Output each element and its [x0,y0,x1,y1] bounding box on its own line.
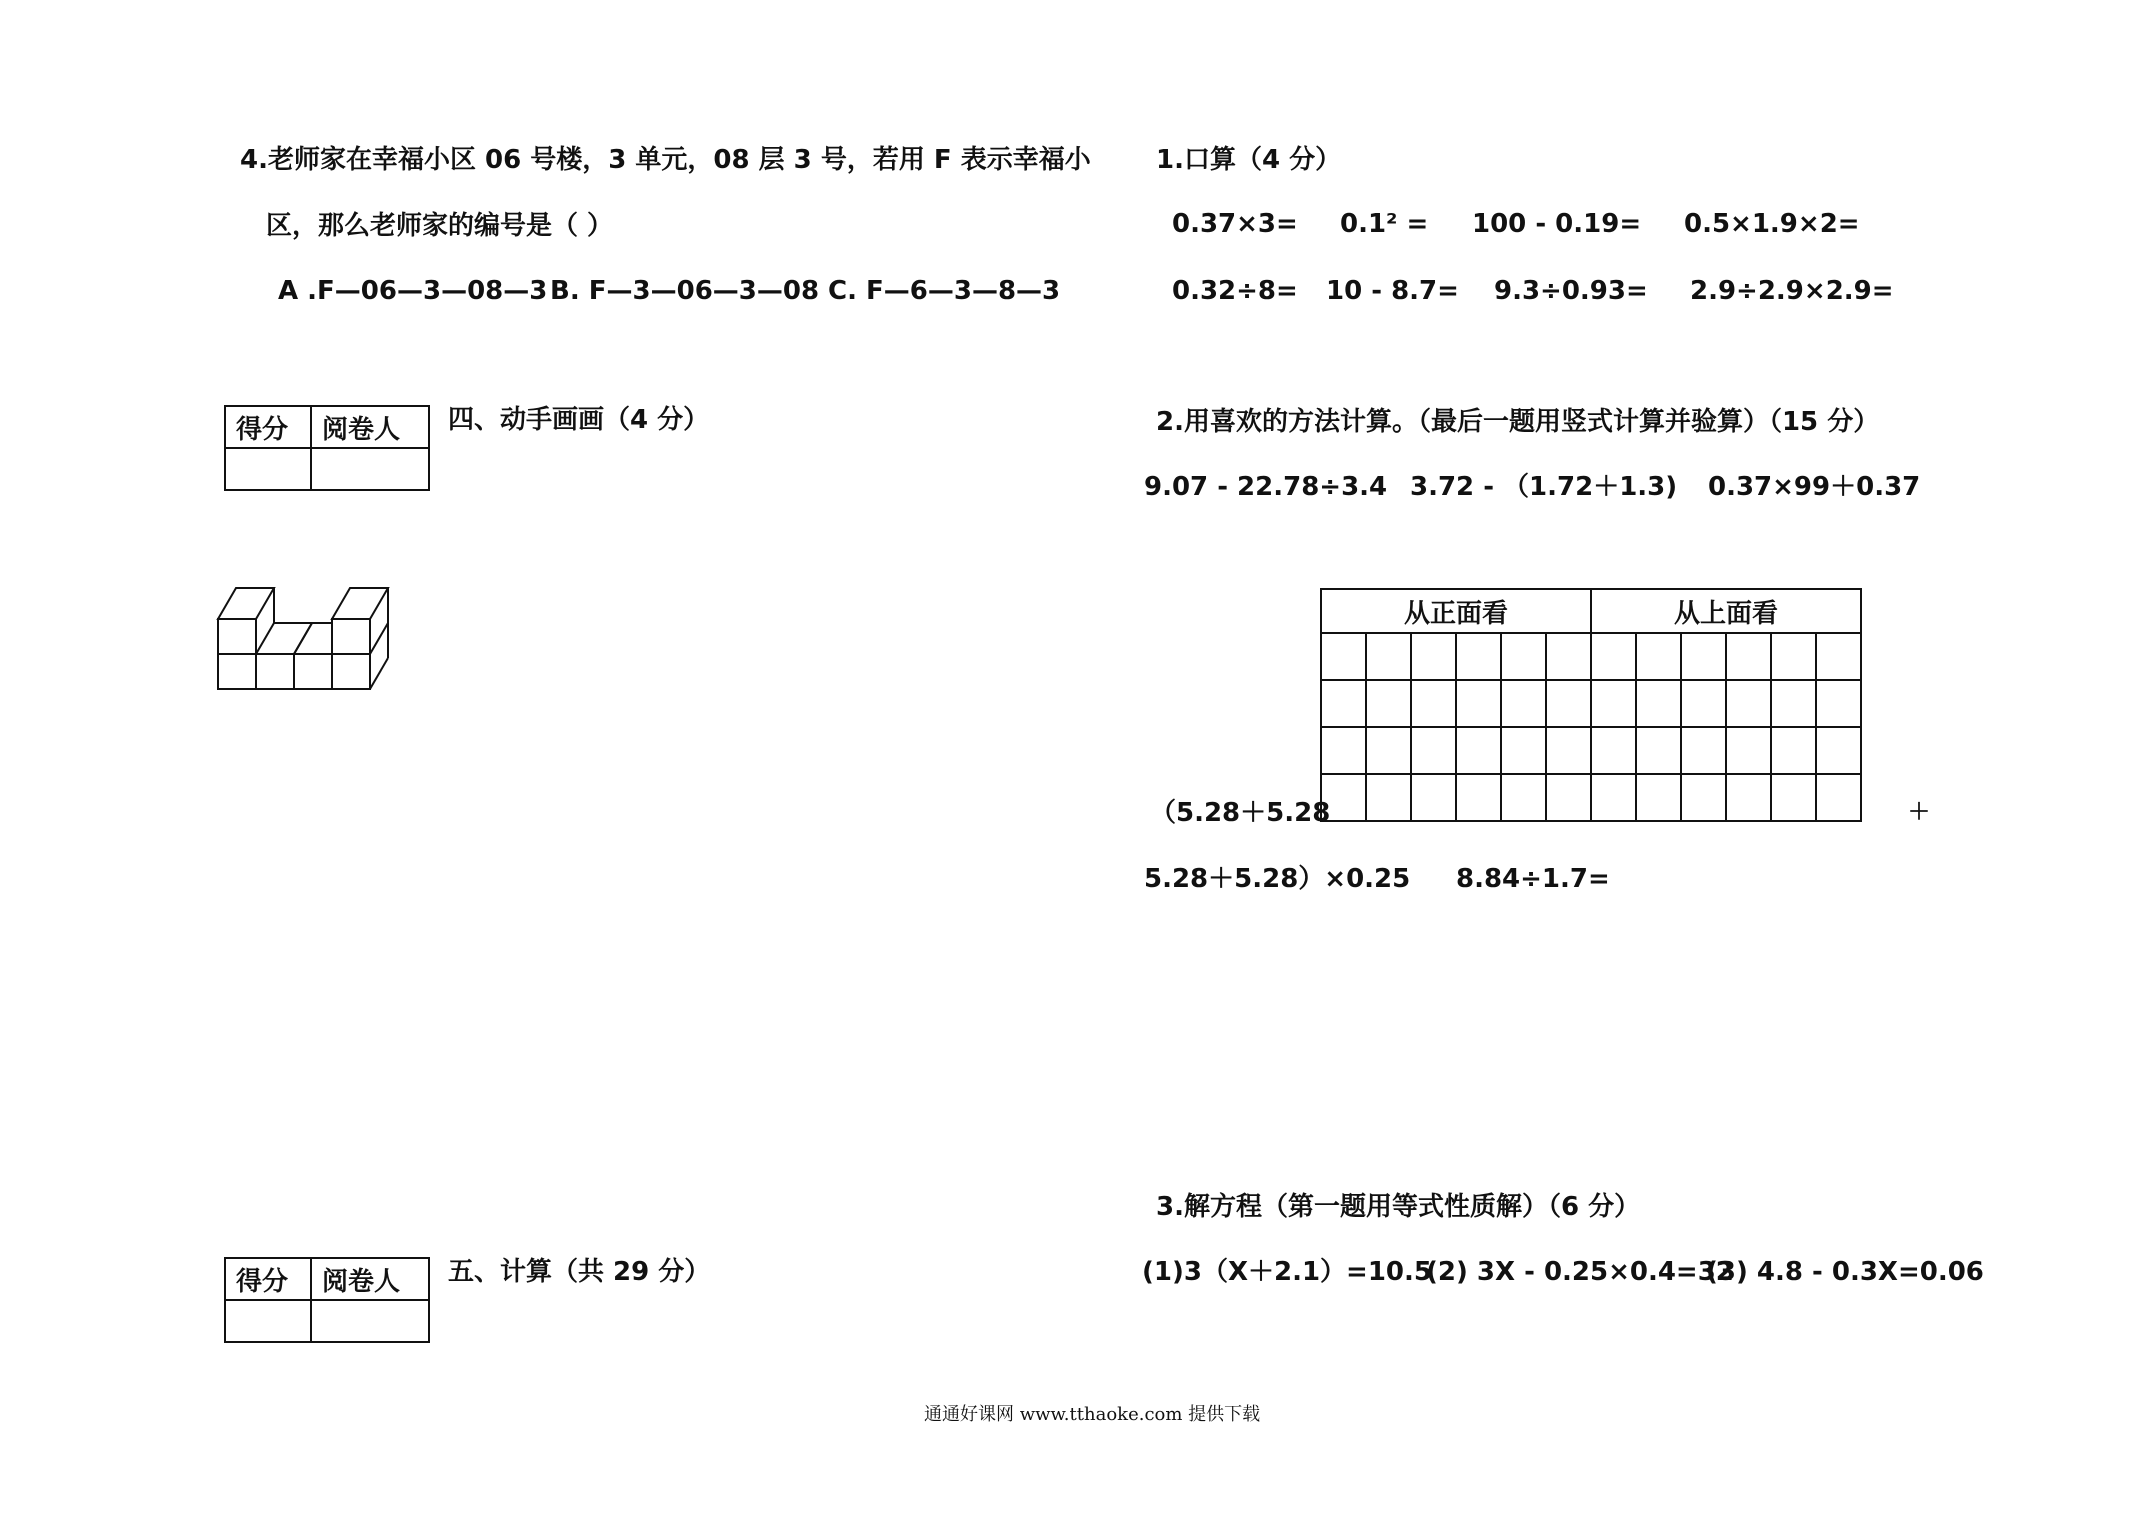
q3-title: 3.解方程（第一题用等式性质解）（6 分） [1156,1192,1641,1222]
grid-cell[interactable] [1591,633,1636,680]
grid-cell[interactable] [1546,633,1591,680]
footer-credit: 通通好课网 www.tthaoke.com 提供下载 [924,1404,1261,1425]
view-grid [1320,588,1862,822]
q1-r2-c3: 9.3÷0.93= [1494,276,1648,306]
grid-cell[interactable] [1591,727,1636,774]
q2-expr-5: 8.84÷1.7= [1456,864,1610,894]
grader-label: 阅卷人 [311,1258,429,1300]
q1-r1-c4: 0.5×1.9×2= [1684,209,1860,239]
section-5-title: 五、计算（共 29 分） [448,1257,711,1287]
grid-cell[interactable] [1366,774,1411,821]
grid-cell[interactable] [1546,680,1591,727]
grid-cell[interactable] [1636,774,1681,821]
q2-expr-4-plus: ＋ [1908,800,1931,825]
grid-cell[interactable] [1771,727,1816,774]
q3-eq-2: (2) 3X - 0.25×0.4=32 [1426,1257,1734,1287]
grid-cell[interactable] [1456,680,1501,727]
grid-cell[interactable] [1321,727,1366,774]
question-4-line2: 区，那么老师家的编号是（ ） [266,211,614,241]
grid-cell[interactable] [1591,680,1636,727]
grid-cell[interactable] [1456,727,1501,774]
grid-cell[interactable] [1681,727,1726,774]
section-4-title: 四、动手画画（4 分） [448,405,710,435]
q2-expr-1: 9.07 - 22.78÷3.4 [1144,472,1388,502]
question-4-line1: 4.老师家在幸福小区 06 号楼，3 单元，08 层 3 号，若用 F 表示幸福小 [240,145,1091,175]
grid-cell[interactable] [1411,633,1456,680]
section-5-score-box [224,1257,430,1343]
grader-cell[interactable] [311,1300,429,1342]
grid-cell[interactable] [1816,680,1861,727]
grid-cell[interactable] [1501,727,1546,774]
grid-row [1321,727,1861,774]
grid-cell[interactable] [1546,727,1591,774]
grid-cell[interactable] [1321,633,1366,680]
grid-cell[interactable] [1816,774,1861,821]
grid-cell[interactable] [1681,680,1726,727]
grid-cell[interactable] [1726,727,1771,774]
q2-expr-4-start: （5.28＋5.28 [1150,798,1331,828]
front-view-label: 从正面看 [1321,589,1591,633]
grid-cell[interactable] [1456,774,1501,821]
grid-cell[interactable] [1366,680,1411,727]
grid-cell[interactable] [1816,727,1861,774]
grid-cell[interactable] [1456,633,1501,680]
score-cell[interactable] [225,1300,311,1342]
grid-cell[interactable] [1411,680,1456,727]
q1-r2-c4: 2.9÷2.9×2.9= [1690,276,1894,306]
grader-label: 阅卷人 [311,406,429,448]
grid-cell[interactable] [1321,680,1366,727]
grid-cell[interactable] [1411,774,1456,821]
grid-cell[interactable] [1681,774,1726,821]
grid-cell[interactable] [1771,774,1816,821]
q1-r1-c3: 100 - 0.19= [1472,209,1642,239]
question-4-option-a: A .F—06—3—08—3 [278,276,548,306]
grid-cell[interactable] [1771,633,1816,680]
grid-cell[interactable] [1366,727,1411,774]
q2-expr-4-end: 5.28＋5.28）×0.25 [1144,864,1411,894]
q3-eq-1: (1)3（X＋2.1）=10.5 [1142,1257,1432,1287]
score-cell[interactable] [225,448,311,490]
grid-cell[interactable] [1636,633,1681,680]
grid-cell[interactable] [1681,633,1726,680]
q1-r2-c1: 0.32÷8= [1172,276,1298,306]
grid-cell[interactable] [1636,727,1681,774]
grid-cell[interactable] [1726,680,1771,727]
grid-cell[interactable] [1816,633,1861,680]
question-4-option-b: B. F—3—06—3—08 [550,276,820,306]
q2-expr-2: 3.72 - （1.72＋1.3) [1410,472,1678,502]
grid-cell[interactable] [1501,774,1546,821]
grid-cell[interactable] [1501,680,1546,727]
section-4-score-box [224,405,430,491]
q2-expr-3: 0.37×99＋0.37 [1708,472,1921,502]
grid-cell[interactable] [1411,727,1456,774]
grid-row [1321,774,1861,821]
grid-row [1321,633,1861,680]
q1-r1-c1: 0.37×3= [1172,209,1298,239]
grid-cell[interactable] [1501,633,1546,680]
grid-cell[interactable] [1726,774,1771,821]
grid-cell[interactable] [1771,680,1816,727]
q1-r1-c2: 0.1² = [1340,209,1429,239]
q1-r2-c2: 10 - 8.7= [1326,276,1459,306]
cube-figure [210,580,400,695]
question-4-option-c: C. F—6—3—8—3 [828,276,1061,306]
grid-cell[interactable] [1636,680,1681,727]
q1-title: 1.口算（4 分） [1156,145,1342,175]
q2-title: 2.用喜欢的方法计算。（最后一题用竖式计算并验算）（15 分） [1156,407,1880,437]
score-label: 得分 [225,406,311,448]
score-label: 得分 [225,1258,311,1300]
grid-row [1321,680,1861,727]
grid-cell[interactable] [1546,774,1591,821]
q3-eq-3: (3) 4.8 - 0.3X=0.06 [1706,1257,1984,1287]
grader-cell[interactable] [311,448,429,490]
grid-cell[interactable] [1591,774,1636,821]
grid-cell[interactable] [1366,633,1411,680]
top-view-label: 从上面看 [1591,589,1861,633]
grid-cell[interactable] [1726,633,1771,680]
